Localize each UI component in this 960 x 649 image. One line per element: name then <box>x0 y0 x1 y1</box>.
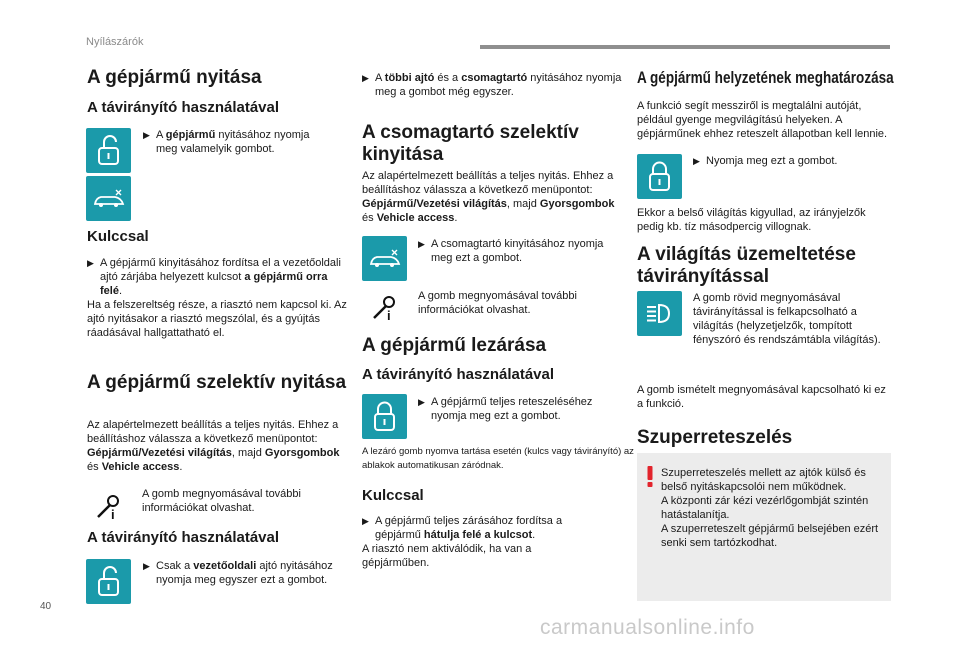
svg-text:i: i <box>387 308 391 323</box>
locate-paragraph-2: Ekkor a belső világítás kigyullad, az irányjelzők pedig kb. tíz másodpercig villognak. <box>637 207 866 233</box>
headlight-icon <box>637 291 682 336</box>
lock-icon <box>362 394 407 439</box>
bullet-arrow-icon: ▶ <box>362 73 369 83</box>
subtitle-remote-2: A távirányító használatával <box>87 529 280 546</box>
superlocking-warning-text: Szuperreteszelés mellett az ajtók külső és belső nyitáskapcsolói nem működnek. A központi zár kézi vezérlőgombját szintén hatástalanítja. A szuperreteszelt gépjármű belsejében ezért senki sem tartózkodhat. <box>661 467 879 549</box>
bullet-arrow-icon: ▶ <box>87 258 94 268</box>
lock-icon <box>637 154 682 199</box>
warning-icon <box>644 466 656 488</box>
section-header: Nyílászárók <box>86 36 144 48</box>
svg-text:i: i <box>111 507 115 522</box>
page-number: 40 <box>40 601 52 612</box>
car-icon <box>86 176 131 221</box>
lock-key-paragraph: A riasztó nem aktiválódik, ha van a gépjárműben. <box>362 543 532 569</box>
key-paragraph: Ha a felszereltség része, a riasztó nem kapcsol ki. Az ajtó nyitásakor a riasztó megszólal, és a gyújtás ráadásával hallgattatható el. <box>87 299 347 339</box>
selective-info-text: A gomb megnyomásával további információkat olvashat. <box>142 488 301 514</box>
title-selective-unlocking: A gépjármű szelektív nyitása <box>87 372 347 393</box>
bullet-arrow-icon: ▶ <box>418 239 425 249</box>
unlock-icon <box>86 559 131 604</box>
subtitle-remote: A távirányító használatával <box>87 99 280 116</box>
car-icon <box>362 236 407 281</box>
title-lighting-remote: A világítás üzemeltetése távirányítással <box>637 244 856 287</box>
title-locate-vehicle: A gépjármű helyzetének meghatározása <box>637 69 894 87</box>
bullet-arrow-icon: ▶ <box>418 397 425 407</box>
locate-paragraph: A funkció segít messziről is megtalálni autóját, például gyenge megvilágítású helyeken. A gépjárműnek ehhez reteszelt állapotban kell lennie. <box>637 100 888 140</box>
bullet-arrow-icon: ▶ <box>143 561 150 571</box>
subtitle-key: Kulccsal <box>87 228 149 245</box>
trunk-info-text: A gomb megnyomásával további információkat olvashat. <box>418 290 577 316</box>
info-icon <box>366 290 402 326</box>
unlock-icon <box>86 128 131 173</box>
bullet-arrow-icon: ▶ <box>143 130 150 140</box>
bullet-arrow-icon: ▶ <box>362 516 369 526</box>
title-locking: A gépjármű lezárása <box>362 335 547 356</box>
title-vehicle-unlocking: A gépjármű nyitása <box>87 67 262 88</box>
lock-note: A lezáró gomb nyomva tartása esetén (kulcs vagy távirányító) az ablakok automatikusan záródnak. <box>362 446 634 471</box>
info-icon <box>90 489 126 525</box>
title-superlocking: Szuperreteszelés <box>637 427 793 448</box>
lighting-button-text: A gomb rövid megnyomásával távirányítással is felkapcsolható a világítás (helyzetjelzők, tompított fényszóró és rendszámtábla világítás). <box>693 292 881 346</box>
watermark: carmanualsonline.info <box>540 616 755 639</box>
bullet-arrow-icon: ▶ <box>693 156 700 166</box>
subtitle-lock-remote: A távirányító használatával <box>362 366 555 383</box>
header-divider <box>480 45 890 49</box>
subtitle-lock-key: Kulccsal <box>362 487 424 504</box>
lighting-paragraph: A gomb ismételt megnyomásával kapcsolható ki ez a funkció. <box>637 384 886 410</box>
title-trunk-selective: A csomagtartó szelektív kinyitása <box>362 122 579 165</box>
